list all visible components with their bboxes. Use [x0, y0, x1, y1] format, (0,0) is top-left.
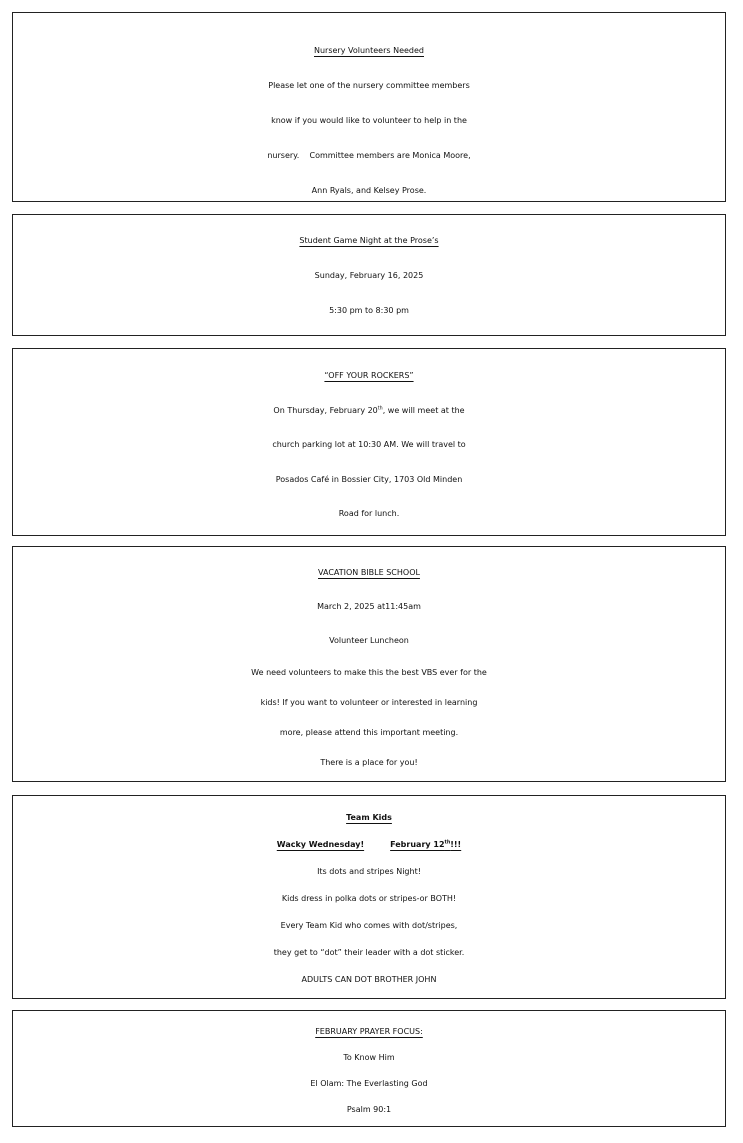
rockers-line-3: Posados Café in Bossier City, 1703 Old Minden [275, 474, 463, 484]
team-kids-date [390, 840, 461, 849]
prayer-line-3: Psalm 90:1 [346, 1105, 392, 1114]
off-your-rockers-box [12, 348, 726, 536]
vbs-line-2: kids! If you want to volunteer or interested in learning [260, 698, 478, 707]
team-kids-line-4: they get to “dot” their leader with a dot sticker. [273, 948, 465, 957]
game-night-time: 5:30 pm to 8:30 pm [329, 306, 409, 315]
vbs-line-1: We need volunteers to make this the best VBS ever for the [251, 668, 487, 677]
prayer-line-1: To Know Him [343, 1053, 395, 1062]
vbs-title: VACATION BIBLE SCHOOL [318, 568, 420, 577]
team-kids-date-end: !!! [450, 840, 462, 849]
prayer-title: FEBRUARY PRAYER FOCUS: [315, 1027, 423, 1036]
rockers-title: “OFF YOUR ROCKERS” [324, 371, 414, 380]
team-kids-title: Team Kids [346, 813, 392, 822]
vbs-line-4: There is a place for you! [320, 758, 418, 767]
wacky-wednesday: Wacky Wednesday! [276, 840, 365, 849]
prayer-focus-box [12, 1010, 726, 1127]
rockers-line-1-ordinal: th [377, 405, 383, 411]
nursery-title: Nursery Volunteers Needed [314, 46, 424, 55]
prayer-line-2: El Olam: The Everlasting God [310, 1079, 428, 1088]
vbs-line-3: more, please attend this important meeting. [279, 728, 459, 737]
vbs-date: March 2, 2025 at11:45am [317, 602, 421, 611]
vbs-event: Volunteer Luncheon [329, 636, 409, 645]
team-kids-line-1: Its dots and stripes Night! [317, 867, 421, 876]
rockers-line-2: church parking lot at 10:30 AM. We will travel to [272, 440, 466, 449]
team-kids-header [13, 831, 725, 858]
team-kids-adults: ADULTS CAN DOT BROTHER JOHN [301, 975, 437, 984]
rockers-line-4: Road for lunch. [338, 509, 400, 518]
team-kids-line-2: Kids dress in polka dots or stripes-or BOTH! [281, 894, 457, 903]
team-kids-date-ordinal: th [444, 840, 451, 846]
vbs-box [12, 546, 726, 782]
nursery-volunteers-box [12, 12, 726, 202]
game-night-box [12, 214, 726, 336]
nursery-line-3: nursery. Committee members are Monica Moore, [267, 151, 471, 160]
rockers-line-1-end: , we will meet at the [382, 405, 465, 415]
nursery-line-1: Please let one of the nursery committee members [268, 81, 470, 90]
rockers-line-1-start: On Thursday, February 20 [273, 405, 378, 415]
game-night-title: Student Game Night at the Prose’s [299, 236, 439, 245]
team-kids-date-start: February 12 [390, 840, 445, 849]
team-kids-box [12, 795, 726, 999]
nursery-line-2: know if you would like to volunteer to help in the [271, 116, 467, 125]
game-night-date: Sunday, February 16, 2025 [314, 271, 424, 280]
rockers-line-1 [13, 394, 725, 429]
team-kids-line-3: Every Team Kid who comes with dot/stripes, [280, 921, 458, 930]
nursery-line-4: Ann Ryals, and Kelsey Prose. [311, 186, 427, 195]
